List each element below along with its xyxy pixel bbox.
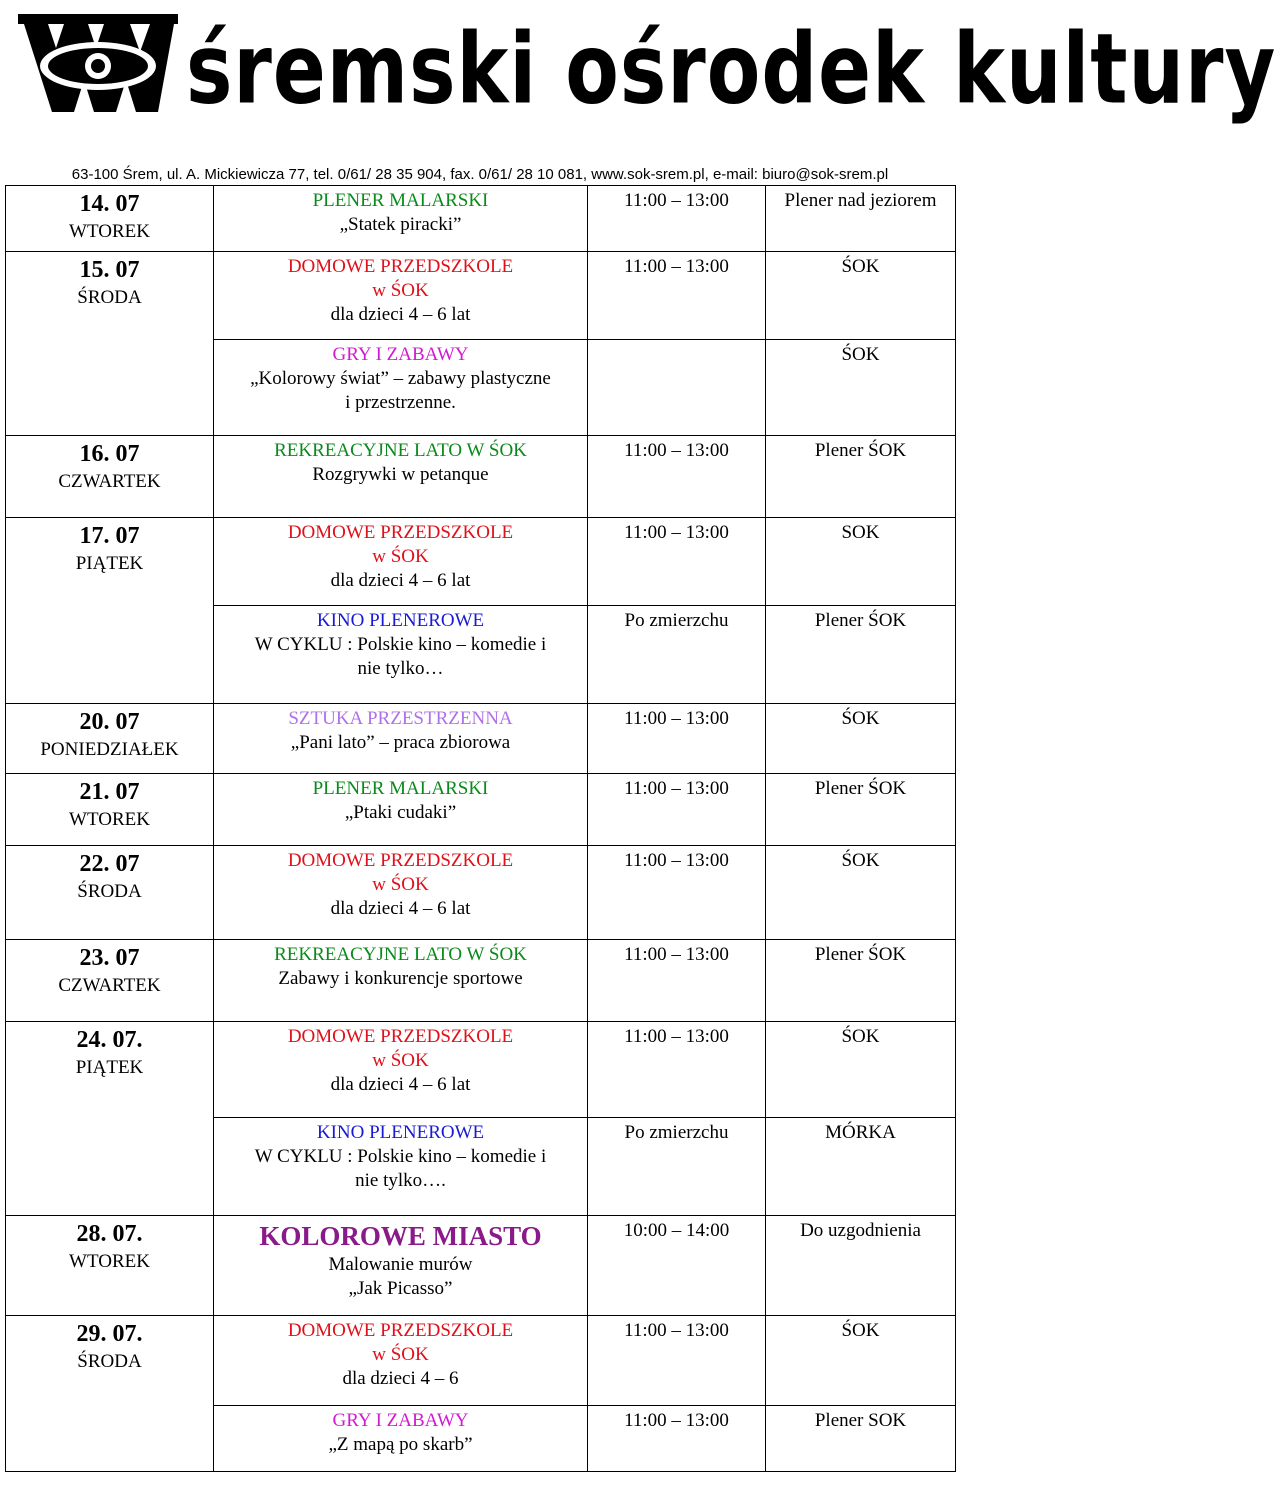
event-detail: w ŚOK [372, 1344, 429, 1365]
event-title: DOMOWE PRZEDSZKOLE [287, 256, 514, 277]
place-cell: Plener ŚOK [766, 436, 956, 518]
date-cell [6, 436, 214, 518]
day-name: PONIEDZIAŁEK [40, 739, 179, 760]
event-cell [214, 704, 588, 774]
event-title: KINO PLENEROWE [316, 610, 485, 631]
time-cell: Po zmierzchu [588, 606, 766, 704]
place-cell: ŚOK [766, 1316, 956, 1406]
table-row [6, 846, 956, 940]
event-title: PLENER MALARSKI [312, 190, 489, 211]
table-row [6, 940, 956, 1022]
place-cell: ŚOK [766, 340, 956, 436]
event-detail: dla dzieci 4 – 6 lat [330, 570, 471, 591]
date-cell [6, 940, 214, 1022]
time-cell: 11:00 – 13:00 [588, 846, 766, 940]
event-detail: nie tylko… [357, 658, 444, 679]
time-cell: 11:00 – 13:00 [588, 436, 766, 518]
event-cell [214, 940, 588, 1022]
logo-wordmark: śremski ośrodek kultury [186, 13, 1276, 127]
date-cell [6, 774, 214, 846]
table-row [6, 1022, 956, 1118]
time-cell: 11:00 – 13:00 [588, 186, 766, 252]
event-cell [214, 774, 588, 846]
date-cell [6, 1022, 214, 1216]
event-title: GRY I ZABAWY [332, 1410, 469, 1431]
event-detail: dla dzieci 4 – 6 lat [330, 304, 471, 325]
day-name: WTOREK [69, 221, 150, 242]
table-row [6, 252, 956, 340]
place-cell: MÓRKA [766, 1118, 956, 1216]
event-detail: w ŚOK [372, 1050, 429, 1071]
table-row [6, 186, 956, 252]
event-detail: w ŚOK [372, 280, 429, 301]
place-cell: Plener nad jeziorem [766, 186, 956, 252]
date-cell [6, 1316, 214, 1472]
event-title: GRY I ZABAWY [332, 344, 469, 365]
time-cell: 11:00 – 13:00 [588, 1022, 766, 1118]
time-cell: 11:00 – 13:00 [588, 940, 766, 1022]
event-detail: „Jak Picasso” [348, 1278, 453, 1299]
event-detail: W CYKLU : Polskie kino – komedie i [254, 634, 547, 655]
event-detail: w ŚOK [372, 874, 429, 895]
event-title: KOLOROWE MIASTO [259, 1221, 542, 1251]
place-cell: Plener SOK [766, 1406, 956, 1472]
time-cell: 11:00 – 13:00 [588, 704, 766, 774]
date-number: 24. 07. [76, 1027, 143, 1053]
event-title: DOMOWE PRZEDSZKOLE [287, 850, 514, 871]
time-cell: 11:00 – 13:00 [588, 1316, 766, 1406]
table-row [6, 518, 956, 606]
date-number: 28. 07. [76, 1221, 143, 1247]
place-cell: ŚOK [766, 704, 956, 774]
date-number: 15. 07 [79, 257, 140, 283]
date-cell [6, 846, 214, 940]
event-title: PLENER MALARSKI [312, 778, 489, 799]
day-name: ŚRODA [77, 881, 142, 902]
event-detail: dla dzieci 4 – 6 lat [330, 898, 471, 919]
event-detail: „Pani lato” – praca zbiorowa [290, 732, 511, 753]
date-number: 17. 07 [79, 523, 140, 549]
date-cell [6, 252, 214, 436]
event-detail: Malowanie murów [328, 1254, 473, 1275]
event-detail: i przestrzenne. [345, 392, 456, 413]
event-detail: „Statek piracki” [339, 214, 462, 235]
time-cell: 11:00 – 13:00 [588, 1406, 766, 1472]
table-row [6, 774, 956, 846]
date-cell [6, 1216, 214, 1316]
time-cell: 11:00 – 13:00 [588, 252, 766, 340]
event-cell [214, 846, 588, 940]
date-number: 20. 07 [79, 709, 140, 735]
day-name: ŚRODA [77, 1351, 142, 1372]
schedule-table [5, 185, 956, 1472]
date-number: 14. 07 [79, 191, 140, 217]
event-title: REKREACYJNE LATO W ŚOK [274, 440, 527, 461]
event-cell [214, 252, 588, 340]
event-detail: „Kolorowy świat” – zabawy plastyczne [250, 368, 551, 389]
day-name: WTOREK [69, 1251, 150, 1272]
event-cell [214, 436, 588, 518]
day-name: CZWARTEK [58, 975, 161, 996]
event-detail: Rozgrywki w petanque [312, 464, 489, 485]
event-title: DOMOWE PRZEDSZKOLE [287, 1320, 514, 1341]
schedule-body [6, 186, 956, 1472]
event-cell [214, 1022, 588, 1118]
date-number: 21. 07 [79, 779, 140, 805]
date-number: 16. 07 [79, 441, 140, 467]
date-number: 22. 07 [79, 851, 140, 877]
event-title: REKREACYJNE LATO W ŚOK [274, 944, 527, 965]
eye-logo-icon [18, 8, 178, 128]
place-cell: ŚOK [766, 1022, 956, 1118]
event-title: DOMOWE PRZEDSZKOLE [287, 522, 514, 543]
event-title: SZTUKA PRZESTRZENNA [288, 708, 513, 729]
event-cell [214, 1406, 588, 1472]
place-cell: ŚOK [766, 252, 956, 340]
event-detail: W CYKLU : Polskie kino – komedie i [254, 1146, 547, 1167]
table-row [6, 1316, 956, 1406]
event-detail: dla dzieci 4 – 6 [342, 1368, 459, 1389]
date-number: 23. 07 [79, 945, 140, 971]
event-cell [214, 1118, 588, 1216]
place-cell: Plener ŚOK [766, 774, 956, 846]
event-detail: w ŚOK [372, 546, 429, 567]
event-cell [214, 518, 588, 606]
day-name: ŚRODA [77, 287, 142, 308]
header-logo-band [0, 0, 1276, 150]
place-cell: Plener ŚOK [766, 606, 956, 704]
event-title: DOMOWE PRZEDSZKOLE [287, 1026, 514, 1047]
place-cell: Plener ŚOK [766, 940, 956, 1022]
date-cell [6, 186, 214, 252]
event-cell [214, 340, 588, 436]
event-cell [214, 606, 588, 704]
event-title: KINO PLENEROWE [316, 1122, 485, 1143]
event-cell [214, 1216, 588, 1316]
event-detail: „Z mapą po skarb” [328, 1434, 473, 1455]
table-row [6, 704, 956, 774]
address-line: 63-100 Śrem, ul. A. Mickiewicza 77, tel. 0/61/ 28 35 904, fax. 0/61/ 28 10 081, www.sok-srem.pl, e-mail: biuro@sok-srem.pl [71, 166, 889, 183]
time-cell [588, 340, 766, 436]
event-cell [214, 186, 588, 252]
time-cell: 11:00 – 13:00 [588, 774, 766, 846]
table-row [6, 1216, 956, 1316]
date-number: 29. 07. [76, 1321, 143, 1347]
event-detail: Zabawy i konkurencje sportowe [278, 968, 523, 989]
day-name: WTOREK [69, 809, 150, 830]
event-cell [214, 1316, 588, 1406]
date-cell [6, 704, 214, 774]
day-name: CZWARTEK [58, 471, 161, 492]
place-cell: ŚOK [766, 846, 956, 940]
place-cell: Do uzgodnienia [766, 1216, 956, 1316]
time-cell: 10:00 – 14:00 [588, 1216, 766, 1316]
table-row [6, 436, 956, 518]
event-detail: nie tylko…. [355, 1170, 446, 1191]
time-cell: Po zmierzchu [588, 1118, 766, 1216]
place-cell: SOK [766, 518, 956, 606]
day-name: PIĄTEK [75, 1057, 144, 1078]
event-detail: dla dzieci 4 – 6 lat [330, 1074, 471, 1095]
date-cell [6, 518, 214, 704]
event-detail: „Ptaki cudaki” [344, 802, 457, 823]
day-name: PIĄTEK [75, 553, 144, 574]
time-cell: 11:00 – 13:00 [588, 518, 766, 606]
